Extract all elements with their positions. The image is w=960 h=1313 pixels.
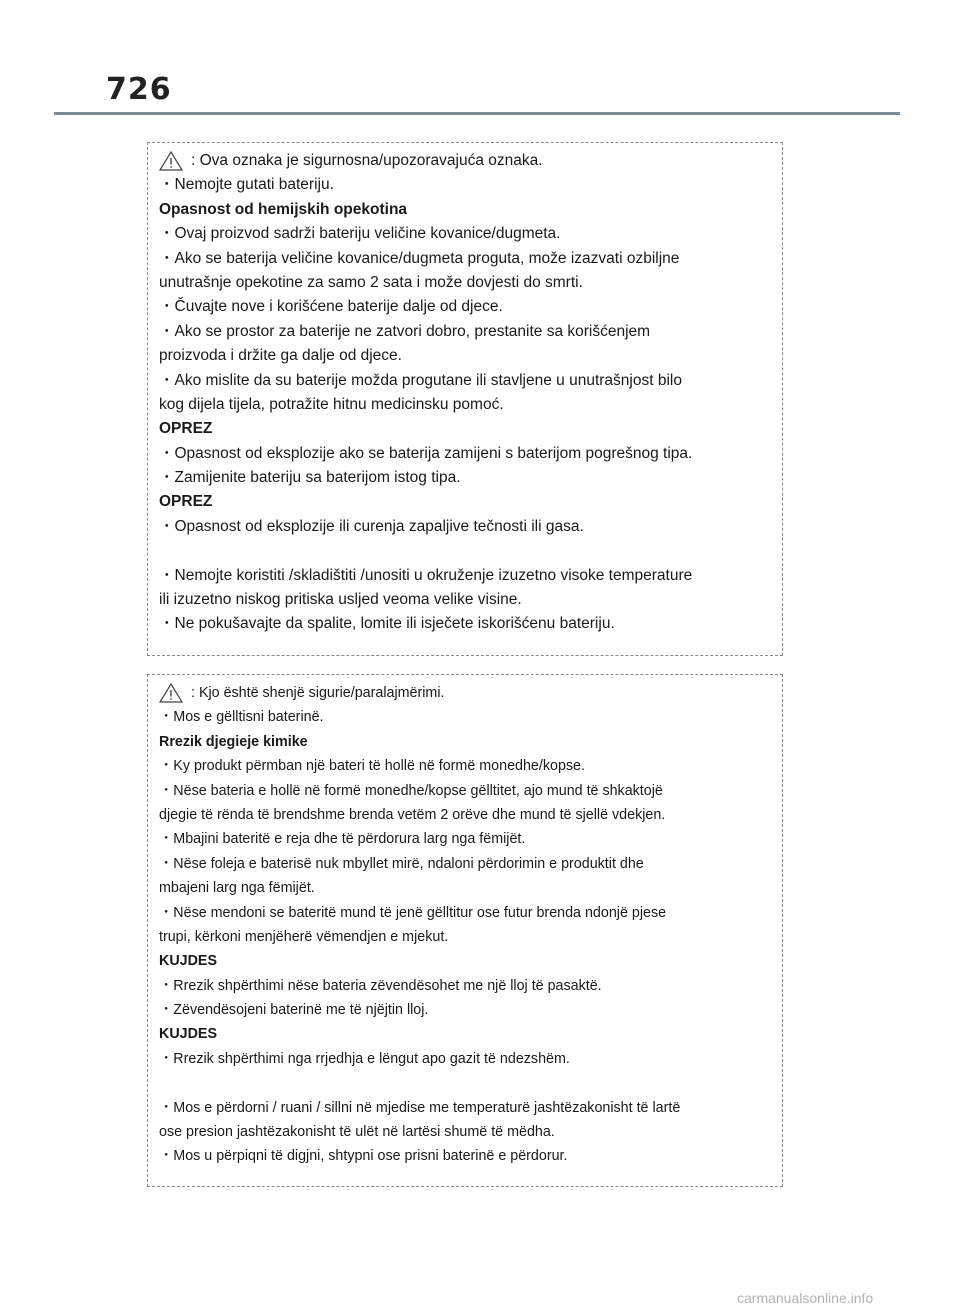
- section-heading: Opasnost od hemijskih opekotina: [159, 200, 408, 218]
- warning-triangle-icon: [159, 683, 183, 703]
- warning-line: kog dijela tijela, potražite hitnu medicinsku pomoć.: [159, 395, 504, 413]
- warning-line: ・Ako se prostor za baterije ne zatvori dobro, prestanite sa korišćenjem: [159, 322, 651, 340]
- warning-line: ・Zëvendësojeni baterinë me të njëjtin lloj.: [159, 1002, 429, 1019]
- warning-box-serbian: [147, 142, 783, 656]
- spacer: [159, 1071, 772, 1095]
- warning-line: ・Ovaj proizvod sadrži bateriju veličine kovanice/dugmeta.: [159, 225, 561, 243]
- warning-intro-text: : Ova oznaka je sigurnosna/upozoravajuća oznaka.: [191, 152, 543, 169]
- page-number: 726: [106, 72, 172, 107]
- warning-line: ose presion jashtëzakonisht të ulët në lartësi shumë të mëdha.: [159, 1124, 555, 1141]
- warning-line: ・Zamijenite bateriju sa baterijom istog tipa.: [159, 469, 461, 487]
- section-heading: Rrezik djegieje kimike: [159, 733, 308, 750]
- spacer: [159, 539, 772, 563]
- warning-text-serbian: [159, 149, 772, 637]
- warning-line: ・Mbajini bateritë e reja dhe të përdorura larg nga fëmijët.: [159, 831, 526, 848]
- warning-line: ・Rrezik shpërthimi nga rrjedhja e lëngut apo gazit të ndezshëm.: [159, 1050, 570, 1067]
- warning-line: ・Nemojte gutati bateriju.: [159, 176, 334, 194]
- warning-line: ・Mos e gëlltisni baterinë.: [159, 709, 324, 726]
- warning-line: ・Ako se baterija veličine kovanice/dugmeta proguta, može izazvati ozbiljne: [159, 249, 680, 267]
- warning-line: ・Ky produkt përmban një bateri të hollë në formë monedhe/kopse.: [159, 758, 585, 775]
- warning-line: djegie të rënda të brendshme brenda vetëm 2 orëve dhe mund të sjellë vdekjen.: [159, 806, 666, 823]
- warning-line: ・Nëse foleja e baterisë nuk mbyllet mirë, ndaloni përdorimin e produktit dhe: [159, 855, 644, 872]
- warning-line: unutrašnje opekotine za samo 2 sata i može dovjesti do smrti.: [159, 273, 583, 291]
- warning-intro-text: : Kjo është shenjë sigurie/paralajmërimi.: [191, 685, 445, 701]
- warning-line: ・Nëse bateria e hollë në formë monedhe/kopse gëlltitet, ajo mund të shkaktojë: [159, 782, 663, 799]
- header-rule: [54, 112, 900, 115]
- site-watermark: carmanualsonline.info: [737, 1290, 874, 1306]
- caution-heading: KUJDES: [159, 1026, 217, 1043]
- caution-heading: OPREZ: [159, 420, 213, 438]
- warning-line: proizvoda i držite ga dalje od djece.: [159, 347, 402, 365]
- warning-line: ・Opasnost od eksplozije ili curenja zapaljive tečnosti ili gasa.: [159, 517, 584, 535]
- warning-line: ・Mos e përdorni / ruani / sillni në mjedise me temperaturë jashtëzakonisht të lartë: [159, 1099, 681, 1116]
- warning-line: ・Čuvajte nove i korišćene baterije dalje od djece.: [159, 298, 503, 316]
- warning-triangle-icon: [159, 151, 183, 171]
- warning-line: ・Rrezik shpërthimi nëse bateria zëvendësohet me një lloj të pasaktë.: [159, 977, 602, 994]
- warning-line: trupi, kërkoni menjëherë vëmendjen e mjekut.: [159, 928, 449, 945]
- warning-line: ・Ne pokušavajte da spalite, lomite ili isječete iskorišćenu bateriju.: [159, 615, 615, 633]
- caution-heading: OPREZ: [159, 493, 213, 511]
- warning-line: ・Ako mislite da su baterije možda progutane ili stavljene u unutrašnjost bilo: [159, 371, 682, 389]
- warning-box-albanian: [147, 674, 783, 1187]
- caution-heading: KUJDES: [159, 953, 217, 970]
- warning-line: ・Opasnost od eksplozije ako se baterija zamijeni s baterijom pogrešnog tipa.: [159, 444, 693, 462]
- warning-intro-line: [159, 149, 772, 173]
- warning-line: ili izuzetno niskog pritiska usljed veoma velike visine.: [159, 591, 522, 609]
- warning-text-albanian: [159, 681, 772, 1169]
- warning-intro-line: [159, 681, 772, 705]
- warning-line: ・Nëse mendoni se bateritë mund të jenë gëlltitur ose futur brenda ndonjë pjese: [159, 904, 667, 921]
- warning-line: ・Nemojte koristiti /skladištiti /unositi u okruženje izuzetno visoke temperature: [159, 566, 693, 584]
- warning-line: mbajeni larg nga fëmijët.: [159, 880, 315, 897]
- warning-line: ・Mos u përpiqni të digjni, shtypni ose prisni baterinë e përdorur.: [159, 1148, 568, 1165]
